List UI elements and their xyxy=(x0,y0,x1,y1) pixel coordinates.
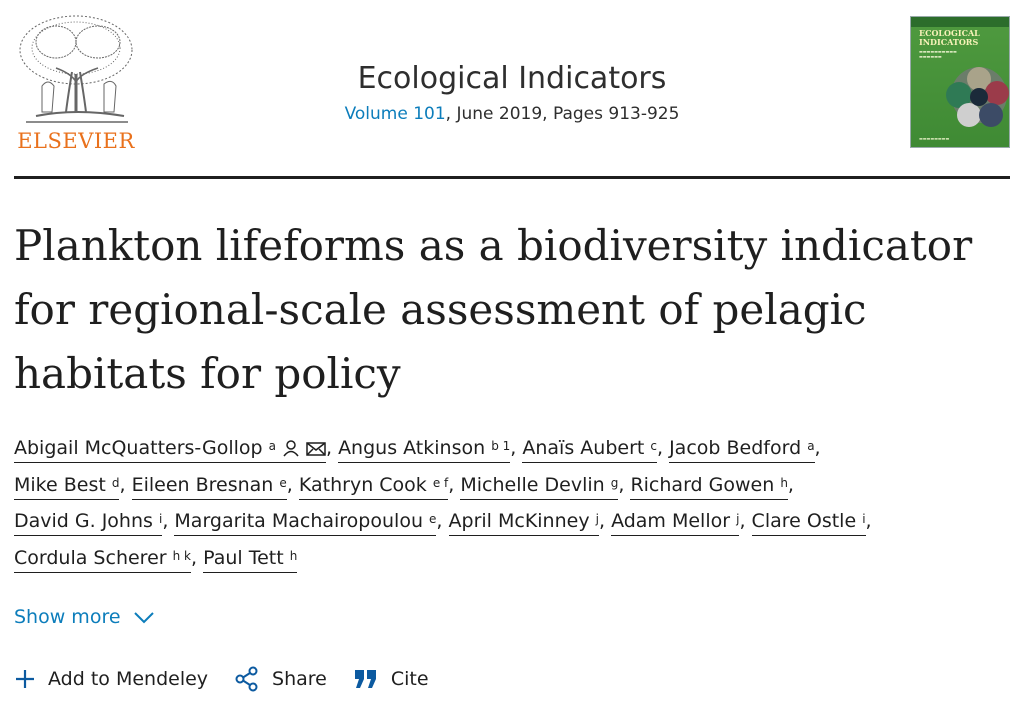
envelope-icon xyxy=(306,441,326,457)
elsevier-wordmark: ELSEVIER xyxy=(17,129,135,153)
author-affiliation: e xyxy=(279,475,287,490)
author-name: Paul Tett xyxy=(203,546,284,569)
author-entry: Abigail McQuatters-Gollop $^a$ , xyxy=(14,437,338,463)
add-to-mendeley-button[interactable] xyxy=(14,668,208,690)
author-entry: Angus Atkinson $^{b 1}$, xyxy=(338,437,522,463)
author-entry xyxy=(203,547,297,573)
author-affiliation: c xyxy=(650,439,657,453)
author-affiliation: j xyxy=(595,512,599,526)
cite-button[interactable] xyxy=(353,668,429,690)
author-entry: Michelle Devlin $^g$, xyxy=(460,474,630,500)
author-affiliation: g xyxy=(610,475,619,490)
author-link[interactable] xyxy=(522,437,657,463)
author-link[interactable] xyxy=(132,474,287,500)
author-link[interactable] xyxy=(174,510,436,536)
plus-icon xyxy=(14,668,36,690)
author-list xyxy=(14,430,1004,576)
cover-footer-lines: ▬▬▬▬▬▬▬▬ xyxy=(919,136,950,141)
author-link[interactable] xyxy=(14,547,191,573)
author-name: Kathryn Cook xyxy=(298,473,427,496)
author-affiliation: h k xyxy=(172,548,191,563)
show-more-button[interactable] xyxy=(14,606,155,628)
volume-link[interactable]: Volume 101 xyxy=(344,104,446,124)
author-entry: Adam Mellor $^j$, xyxy=(611,510,751,536)
cover-top-band xyxy=(911,17,1009,27)
chevron-down-icon xyxy=(133,610,155,624)
author-entry: Kathryn Cook $^{e f}$, xyxy=(299,474,460,500)
header-divider xyxy=(14,176,1010,179)
author-entry: Mike Best $^d$, xyxy=(14,474,132,500)
share-label: Share xyxy=(272,668,327,690)
author-link[interactable] xyxy=(14,437,326,463)
author-name: April McKinney xyxy=(448,510,590,532)
author-name: Jacob Bedford xyxy=(669,437,802,459)
author-name: Clare Ostle xyxy=(751,510,857,532)
author-entry: Margarita Machairopoulou $^e$, xyxy=(174,510,448,536)
cover-title: ECOLOGICAL INDICATORS xyxy=(919,28,980,47)
author-affiliation: i xyxy=(862,512,866,526)
author-name: Adam Mellor xyxy=(611,510,731,532)
author-link[interactable] xyxy=(299,474,448,500)
author-name: Michelle Devlin xyxy=(460,473,605,496)
author-link[interactable] xyxy=(449,510,599,536)
cover-photo-collage-icon xyxy=(933,61,1009,133)
author-name: Anaïs Aubert xyxy=(522,437,645,459)
author-affiliation: b 1 xyxy=(491,439,511,453)
author-affiliation: e f xyxy=(432,475,449,490)
add-to-mendeley-label: Add to Mendeley xyxy=(48,668,209,690)
author-link[interactable] xyxy=(752,510,866,536)
author-affiliation: a xyxy=(807,439,815,453)
author-entry: Eileen Bresnan $^e$, xyxy=(132,474,299,500)
journal-info xyxy=(14,60,1010,124)
person-icon xyxy=(282,439,300,457)
author-link[interactable] xyxy=(630,474,787,500)
cover-subtitle-lines: ▬▬▬▬▬▬▬▬▬▬ ▬▬▬▬▬▬ xyxy=(919,49,957,59)
author-name: Cordula Scherer xyxy=(14,546,167,569)
author-entry: April McKinney $^j$, xyxy=(449,510,612,536)
journal-title-link[interactable]: Ecological Indicators xyxy=(357,61,667,96)
author-link[interactable] xyxy=(669,437,814,463)
author-name: David G. Johns xyxy=(14,510,153,532)
author-affiliation: a xyxy=(268,439,276,453)
author-affiliation: e xyxy=(429,512,437,526)
author-link[interactable] xyxy=(460,474,618,500)
author-link[interactable] xyxy=(14,474,119,500)
author-link[interactable] xyxy=(338,437,510,463)
article-actions xyxy=(14,666,455,692)
author-entry: Cordula Scherer $^{h k}$, xyxy=(14,547,203,573)
journal-header xyxy=(14,12,1010,178)
author-link[interactable] xyxy=(611,510,739,536)
author-name: Richard Gowen xyxy=(630,473,775,496)
issue-details: , June 2019, Pages 913-925 xyxy=(445,104,680,124)
author-affiliation: j xyxy=(736,512,740,526)
author-name: Margarita Machairopoulou xyxy=(174,510,423,532)
author-name: Eileen Bresnan xyxy=(131,473,274,496)
article-title: Plankton lifeforms as a biodiversity indicator for regional-scale assessment of pelagic habitats for policy xyxy=(14,221,973,398)
show-more-label: Show more xyxy=(14,606,121,628)
author-affiliation: i xyxy=(158,512,163,526)
author-name: Mike Best xyxy=(14,473,106,496)
author-entry: David G. Johns $^i$, xyxy=(14,510,174,536)
cite-label: Cite xyxy=(390,668,429,690)
share-icon xyxy=(234,666,260,692)
journal-cover-image[interactable] xyxy=(910,16,1010,148)
share-button[interactable] xyxy=(234,666,327,692)
author-entry: Anaïs Aubert $^c$, xyxy=(522,437,669,463)
author-link[interactable] xyxy=(14,510,162,536)
quote-icon xyxy=(353,668,379,690)
author-entry: Clare Ostle $^i$, xyxy=(752,510,872,536)
author-link[interactable] xyxy=(203,547,297,573)
issue-line xyxy=(14,104,1010,124)
author-entry: Richard Gowen $^h$, xyxy=(630,474,794,500)
author-entry: Jacob Bedford $^a$, xyxy=(669,437,821,463)
author-affiliation: h xyxy=(780,475,788,490)
author-affiliation: d xyxy=(111,475,120,490)
author-affiliation: h xyxy=(289,548,298,563)
author-name: Abigail McQuatters-Gollop xyxy=(14,437,263,459)
author-name: Angus Atkinson xyxy=(338,437,486,459)
